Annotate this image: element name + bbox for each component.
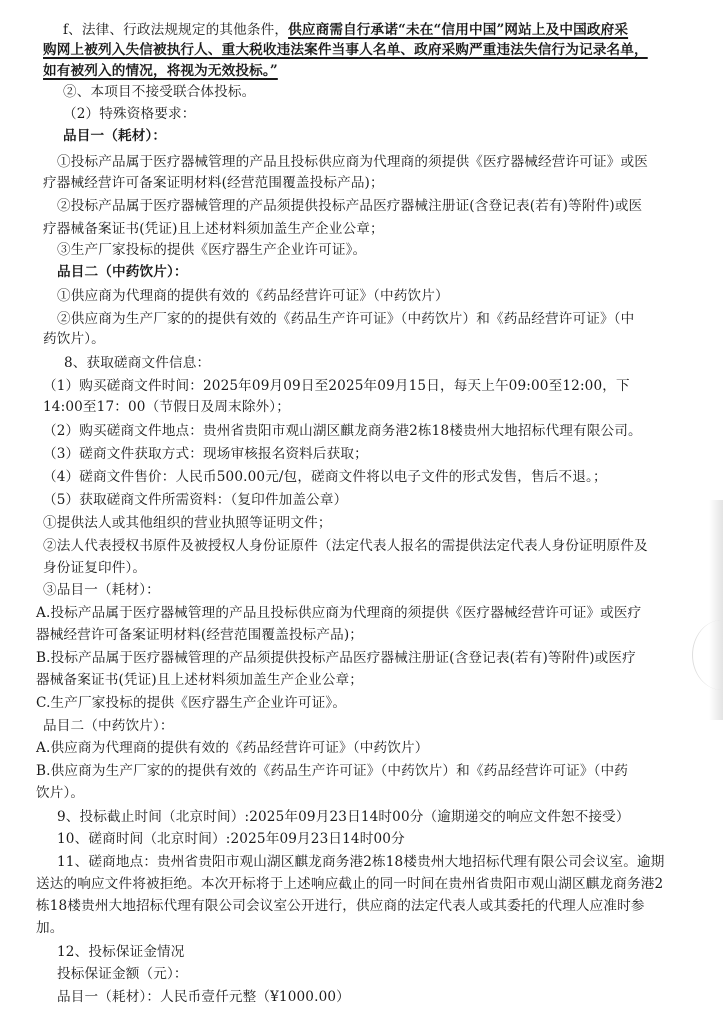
text-segment: （2）购买磋商文件地点：贵州省贵阳市观山湖区麒龙商务港2栋18楼贵州大地招标代理有限公司。	[43, 423, 642, 439]
text-segment: ③品目一（耗材）：	[43, 582, 160, 598]
text-line	[43, 445, 368, 463]
text-line	[57, 310, 634, 328]
text-segment: B.供应商为生产厂家的的提供有效的《药品生产许可证》（中药饮片）和《药品经营许可证》（中药	[36, 763, 628, 779]
text-segment: 12、投标保证金情况	[57, 944, 185, 960]
text-segment: 9、投标截止时间（北京时间）:2025年09月23日14时00分（逾期递交的响应文件恕不接受）	[57, 809, 630, 825]
text-segment: （3）磋商文件获取方式：现场审核报名资料后获取；	[43, 446, 368, 462]
text-segment: 饮片）。	[36, 785, 85, 801]
text-line	[43, 559, 146, 577]
text-segment: 14:00至17：00（节假日及周末除外）；	[43, 399, 290, 415]
text-segment: ③生产厂家投标的提供《医疗器生产企业许可证》。	[57, 242, 367, 258]
text-line	[57, 197, 642, 215]
text-line	[36, 919, 64, 937]
text-line	[63, 83, 255, 101]
text-segment: 投标保证金额（元）：	[57, 966, 188, 982]
text-segment: 药饮片）。	[43, 331, 105, 347]
text-line	[36, 897, 645, 915]
text-line	[36, 604, 641, 622]
text-line	[43, 41, 648, 59]
text-line	[57, 241, 366, 259]
text-segment: 器械备案证书(凭证)且上述材料须加盖生产企业公章；	[36, 672, 364, 688]
text-line	[36, 694, 346, 712]
text-segment: ①提供法人或其他组织的营业执照等证明文件；	[43, 515, 332, 531]
text-segment: 栋18楼贵州大地招标代理有限公司会议室公开进行，供应商的法定代表人或其委托的代理人应准时参	[36, 898, 645, 914]
text-segment: 品目二（中药饮片）：	[57, 264, 188, 280]
text-line	[63, 127, 166, 145]
text-line	[57, 830, 405, 848]
text-line	[43, 398, 290, 416]
text-line	[57, 853, 664, 871]
text-segment: 器械经营许可备案证明材料(经营范围覆盖投标产品)；	[36, 627, 364, 643]
text-line	[63, 21, 628, 39]
text-segment: （1）购买磋商文件时间：2025年09月09日至2025年09月15日，每天上午09:00至12:00，下	[43, 378, 630, 394]
text-line	[43, 62, 278, 80]
text-line	[43, 422, 642, 440]
text-segment: ②法人代表授权书原件及被授权人身份证原件（法定代表人报名的需提供法定代表人身份证明原件及	[43, 538, 648, 554]
text-segment: A.供应商为代理商的提供有效的《药品经营许可证》（中药饮片）	[36, 740, 429, 756]
text-line	[36, 762, 628, 780]
text-line	[43, 220, 384, 238]
text-segment: （5）获取磋商文件所需资料：（复印件加盖公章）	[43, 492, 348, 508]
text-segment: 供应商需自行承诺“未在“信用中国”网站上及中国政府采	[288, 22, 629, 38]
text-line	[43, 581, 160, 599]
text-line	[57, 153, 648, 171]
text-line	[36, 739, 428, 757]
text-segment: 如有被列入的情况，将视为无效投标。”	[43, 63, 278, 79]
text-segment: f、法律、行政法规规定的其他条件，	[63, 22, 289, 38]
text-segment: C.生产厂家投标的提供《医疗器生产企业许可证》。	[36, 695, 347, 711]
text-segment: B.投标产品属于医疗器械管理的产品须提供投标产品医疗器械注册证(含登记表(若有)等附件)或医疗	[36, 650, 636, 666]
text-line	[57, 965, 188, 983]
text-line	[57, 287, 449, 305]
text-segment: 加。	[36, 920, 64, 936]
text-line	[36, 875, 663, 893]
text-segment: 身份证复印件）。	[43, 560, 147, 576]
text-line	[36, 784, 84, 802]
text-line	[43, 514, 332, 532]
text-segment: 送达的响应文件将被拒绝。本次开标将于上述响应截止的同一时间在贵州省贵阳市观山湖区麒龙商务港2	[36, 876, 664, 892]
text-segment: ①投标产品属于医疗器械管理的产品且投标供应商为代理商的须提供《医疗器械经营许可证》或医	[57, 154, 648, 170]
text-line	[36, 649, 636, 667]
text-line	[57, 943, 185, 961]
text-line	[43, 330, 105, 348]
text-segment: 11、磋商地点：贵州省贵阳市观山湖区麒龙商务港2栋18楼贵州大地招标代理有限公司会议室。逾期	[57, 854, 665, 870]
text-segment: ①供应商为代理商的提供有效的《药品经营许可证》（中药饮片）	[57, 288, 449, 304]
text-segment: 购网上被列入失信被执行人、重大税收违法案件当事人名单、政府采购严重违法失信行为记录名单，	[43, 42, 648, 58]
text-segment: A.投标产品属于医疗器械管理的产品且投标供应商为代理商的须提供《医疗器械经营许可证》或医疗	[36, 605, 642, 621]
text-segment: 品目一（耗材）：人民币壹仟元整（¥1000.00）	[57, 989, 350, 1005]
text-segment: 疗器械经营许可备案证明材料(经营范围覆盖投标产品)；	[43, 175, 384, 191]
text-segment: ②、本项目不接受联合体投标。	[63, 84, 256, 100]
text-segment: （2）特殊资格要求：	[63, 106, 196, 122]
text-segment: 疗器械备案证书(凭证)且上述材料须加盖生产企业公章；	[43, 221, 384, 237]
seal-trace	[692, 620, 723, 690]
text-segment: （4）磋商文件售价：人民币500.00元/包，磋商文件将以电子文件的形式发售，售后不退。；	[43, 469, 607, 485]
text-line	[36, 671, 363, 689]
text-segment: 8、获取磋商文件信息：	[64, 355, 211, 371]
text-line	[43, 491, 347, 509]
text-line	[43, 537, 648, 555]
text-segment: 品目一（耗材）：	[63, 128, 167, 144]
text-line	[57, 808, 630, 826]
text-line	[43, 377, 630, 395]
text-line	[57, 988, 350, 1006]
text-line	[43, 174, 384, 192]
text-line	[36, 626, 363, 644]
text-segment: ②供应商为生产厂家的的提供有效的《药品生产许可证》（中药饮片）和《药品经营许可证》（中	[57, 311, 635, 327]
text-segment: 10、磋商时间（北京时间）:2025年09月23日14时00分	[57, 831, 405, 847]
text-line	[57, 263, 188, 281]
text-segment: ②投标产品属于医疗器械管理的产品须提供投标产品医疗器械注册证(含登记表(若有)等附件)或医	[57, 198, 643, 214]
text-line	[43, 717, 174, 735]
text-segment: 品目二（中药饮片）：	[43, 718, 174, 734]
text-line	[64, 354, 210, 372]
text-line	[43, 468, 607, 486]
text-line	[63, 105, 196, 123]
